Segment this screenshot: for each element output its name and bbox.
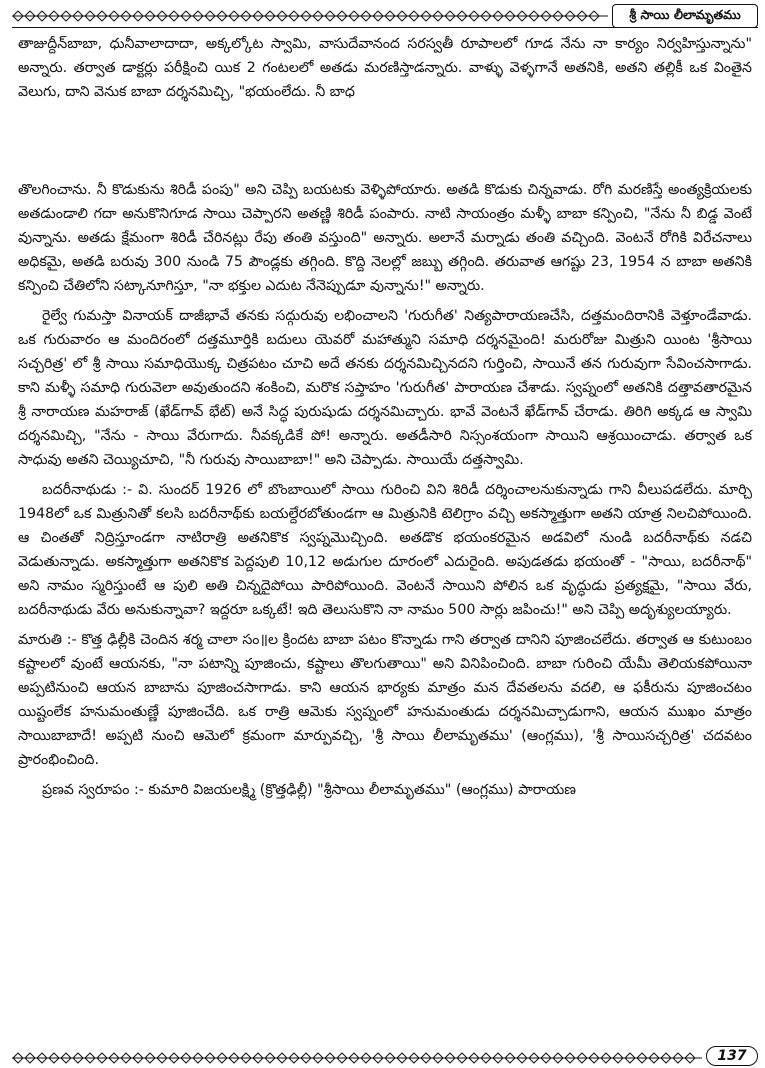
ornament-chain-icon (12, 8, 608, 24)
paragraph-maruti: మారుతి :- కొత్త ఢిల్లీకి చెందిన శర్మ చాలా సం॥ల క్రిందట బాబా పటం కొన్నాడు గాని తర్వాత దానిని పూజించలేదు. తర్వాత ఆ కుటుంబం కష్టాలలో వుంటే ఆయనకు, "నా పటాన్ని పూజించు, కష్టాలు తొలగుతాయి" అని వినిపించింది. బాబా గురించి యేమీ తెలియకపోయినా అప్పటినుంచి ఆయన బాబాను పూజించసాగాడు. కాని ఆయన భార్యకు మాత్రం మన దేవతలను వదలి, ఆ ఫకీరును పూజించటం యిష్టంలేక హనుమంతుణ్ణే పూజించేది. ఒక రాత్రి ఆమెకు స్వప్నంలో హనుమంతుడు దర్శనమిచ్చాడుగాని, ఆయన ముఖం మాత్రం సాయిబాబాదే! అప్పటి నుంచి ఆమెలో క్రమంగా మార్పువచ్చి, 'శ్రీ సాయి లీలామృతము' (ఆంగ్లము), 'శ్రీ సాయిసచ్చరిత్ర' చదవటం ప్రారంభించింది. (18, 632, 752, 768)
header-rule (12, 27, 758, 28)
page-body (18, 32, 752, 808)
ornament-chain-icon (12, 1050, 702, 1066)
paragraph-pranava: ప్రణవ స్వరూపం :- కుమారి విజయలక్ష్మి (క్రొత్తఢిల్లీ) "శ్రీసాయి లీలామృతము" (ఆంగ్లము) పారాయణ (42, 782, 576, 798)
page-number: 137 (706, 1046, 758, 1066)
paragraph-badrinath: బదరీనాథుడు :- వి. సుందర్ 1926 లో బొంబాయిలో సాయి గురించి విని శిరిడీ దర్శించాలనుకున్నాడు గాని వీలుపడలేదు. మార్చి 1948లో ఒక మిత్రునితో కలసి బదరీనాథ్‌కు బయల్దేరబోతుండగా ఆ మిత్రునికి టెలిగ్రాం వచ్చి అకస్మాత్తుగా అతని యాత్ర నిలచిపోయింది. ఆ చింతతో నిద్రిస్తూండగా నాటిరాత్రి అతనికొక స్వప్నమొచ్చింది. అతడొక భయంకరమైన అడవిలో నుండి బదరీనాథ్‌కు నడచి వెడుతున్నాడు. అకస్మాత్తుగా అతనికొక పెద్దపులి 10,12 అడుగుల దూరంలో ఎదురైంది. అపుడతడు భయంతో - "సాయి, బదరీనాథ్" అని నామం స్మరిస్తుంటే ఆ పులి అతి చిన్నదైపోయి పారిపోయింది. వెంటనే సాయిని పోలిన ఒక వృద్ధుడు ప్రత్యక్షమై, "సాయి వేరు, బదరీనాథుడు వేరు అనుకున్నావా? ఇద్దరూ ఒక్కటే! ఇది తెలుసుకొని నా నామం 500 సార్లు జపించు!" అని చెప్పి అదృశ్యులయ్యారు. (18, 482, 752, 618)
footer-ornament-border (12, 1050, 702, 1066)
paragraph-continuation: తాజుద్దీన్‌బాబా, ధునీవాలాదాదా, అక్కల్కోట స్వామి, వాసుదేవానంద సరస్వతీ రూపాలలో గూడ నేను నా కార్యం నిర్వహిస్తున్నాను" అన్నారు. తర్వాత డాక్టర్లు పరీక్షించి యిక 2 గంటలలో అతడు మరణిస్తాడన్నారు. వాళ్ళు వెళ్ళగానే అతనికి, అతని తల్లికీ ఒక వింతైన వెలుగు, దాని వెనుక బాబా దర్శనమిచ్చి, "భయంలేదు. నీ బాధ (18, 36, 752, 100)
paragraph-vinayak: రైల్వే గుమస్తా వినాయక్ దాజీభావే తనకు సద్గురువు లభించాలని 'గురుగీత' నిత్యపారాయణచేసి, దత్తమందిరానికి వెళ్తూండేవాడు. ఒక గురువారం ఆ మందిరంలో దత్తమూర్తికి బదులు యెవరో మహాత్ముని సమాధి దర్శనమైంది! మరురోజు మిత్రుని యింట 'శ్రీసాయి సచ్చరిత్ర' లో శ్రీ సాయి సమాధియొక్క చిత్రపటం చూచి అదే తనకు దర్శనమిచ్చినదని గుర్తించి, సాయినే తన గురువుగా సేవించసాగాడు. కాని మళ్ళీ సమాధి గురువెలా అవుతుందని శంకించి, మరొక సప్తాహం 'గురుగీత' పారాయణ చేశాడు. స్వప్నంలో అతనికి దత్తావతారమైన శ్రీ నారాయణ మహరాజ్ (ఖేడ్‌గావ్ భేట్) అనే సిద్ధ పురుషుడు దర్శనమిచ్చారు. భావే వెంటనే ఖేడ్‌గావ్ చేరాడు. తిరిగి అక్కడ ఆ స్వామి దర్శనమిచ్చి, "నేను - సాయి వేరుగాదు. నీవక్కడికే పో! అన్నారు. అతడీసారి నిస్సంశయంగా సాయిని ఆశ్రయించాడు. తర్వాత ఒక సాధువు అతని చెయ్యిచూచి, "నీ గురువు సాయిబాబా!" అని చెప్పాడు. సాయియే దత్తస్వామి. (18, 308, 752, 468)
paragraph-continuation-2: తొలగించాను. నీ కొడుకును శిరిడీ పంపు" అని చెప్పి బయటకు వెళ్ళిపోయారు. అతడి కొడుకు చిన్నవాడు. రోగి మరణిస్తే అంత్యక్రియలకు అతడుండాలి గదా అనుకొనిగూడ సాయి చెప్పారని అతణ్ణి శిరిడీ పంపారు. నాటి సాయంత్రం మళ్ళీ బాబా కన్పించి, "నేను నీ బిడ్డ వెంటే వున్నాను. అతడు క్షేమంగా శిరిడీ చేరినట్లు రేపు తంతి వస్తుంది" అన్నారు. అలానే మర్నాడు తంతి వచ్చింది. వెంటనే రోగికి విరేచనాలు అధికమై, అతడి బరువు 300 నుండి 75 పౌండ్లకు తగ్గింది. కొద్ది నెలల్లో జబ్బు తగ్గింది. తరువాత ఆగష్టు 23, 1954 న బాబా అతనికి కన్పించి చేతిలోని సట్కానూగిస్తూ, "నా భక్తుల ఎదుట నేనెప్పుడూ వున్నాను!" అన్నారు. (18, 182, 752, 294)
header-ornament-border (12, 8, 608, 24)
running-header-title: శ్రీ సాయి లీలామృతము (612, 4, 758, 28)
blank-gap (18, 110, 752, 178)
